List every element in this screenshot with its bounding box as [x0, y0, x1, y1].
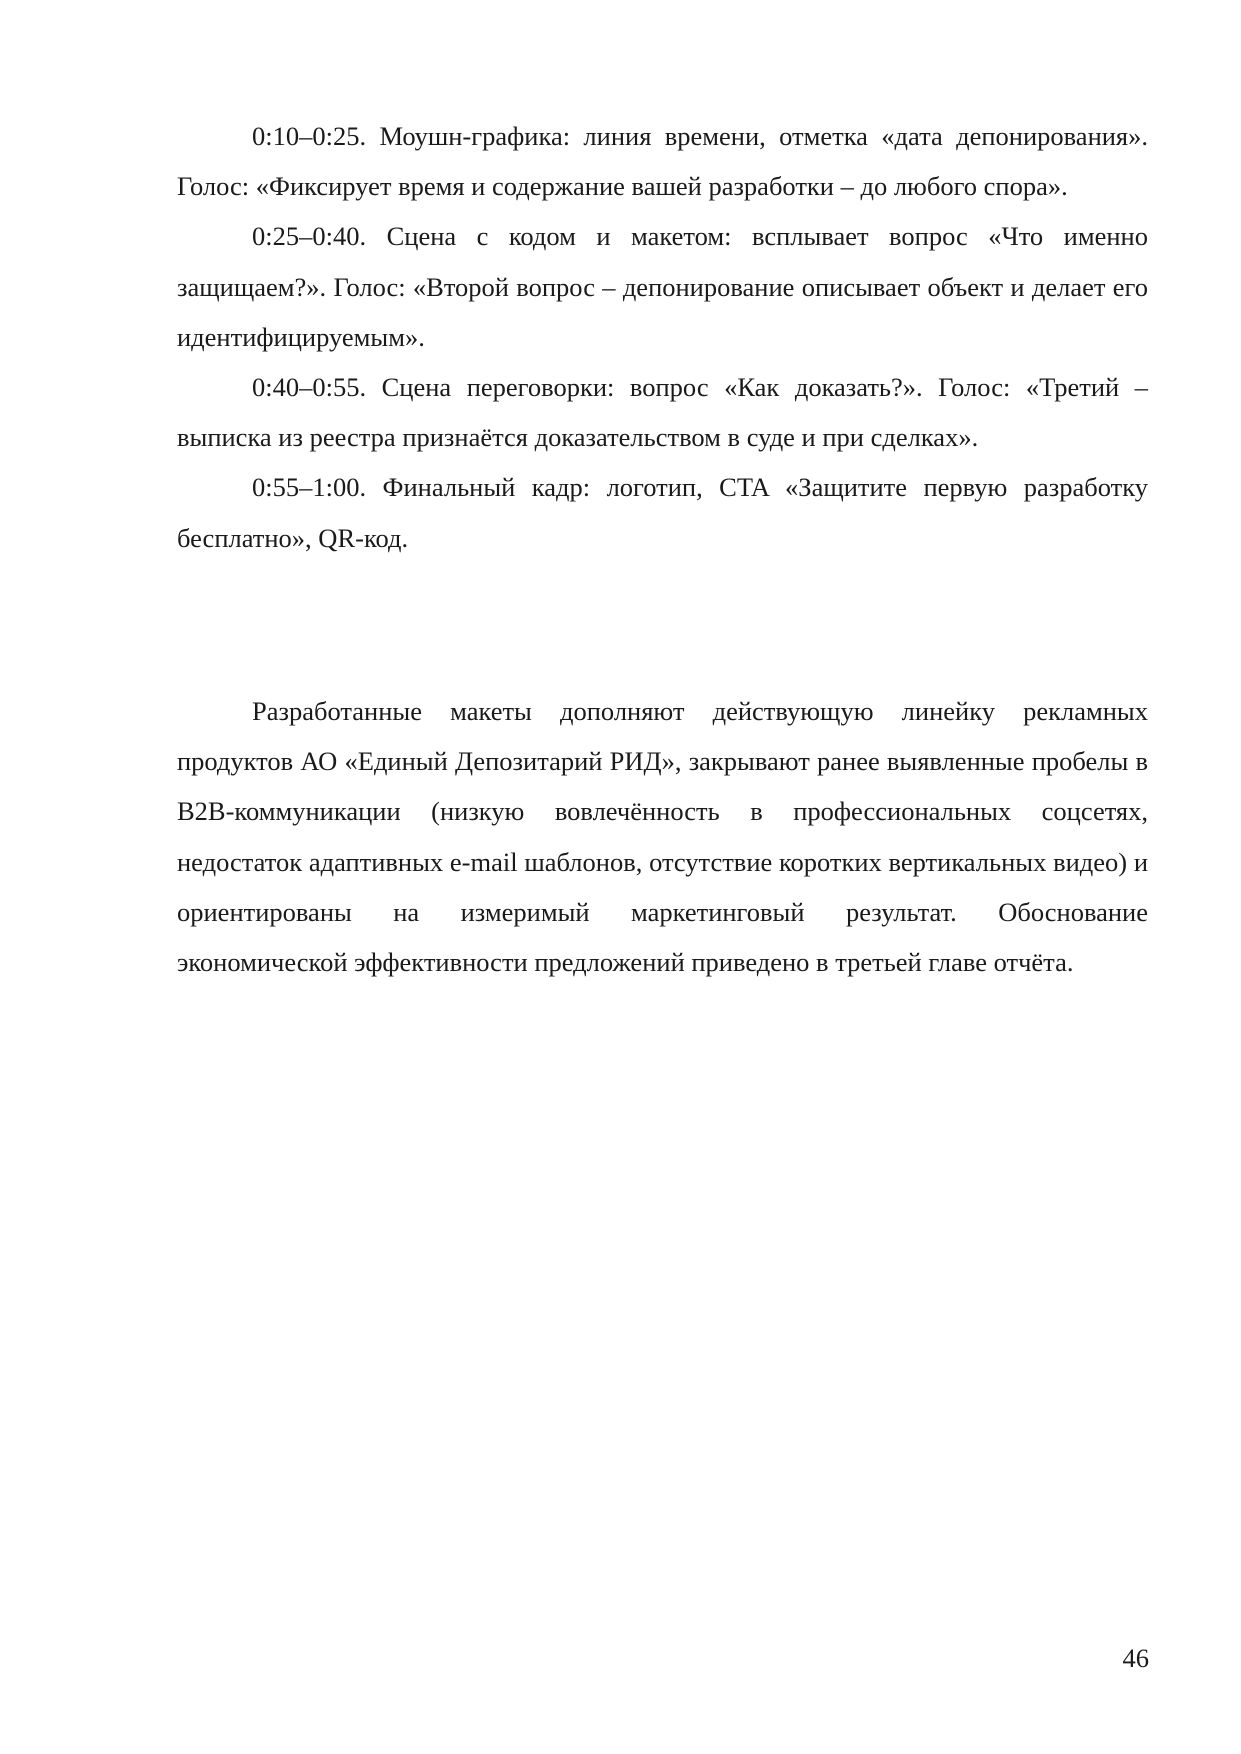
scene-paragraph-3: 0:40–0:55. Сцена переговорки: вопрос «Как доказать?». Голос: «Третий – выписка из реестра признаётся доказательством в суде и при сделках». [177, 372, 1148, 453]
scene-paragraph-2: 0:25–0:40. Сцена с кодом и макетом: всплывает вопрос «Что именно защищаем?». Голос: «Второй вопрос – депонирование описывает объект и делает его идентифицируемым». [177, 221, 1148, 352]
scene-paragraph-4: 0:55–1:00. Финальный кадр: логотип, CTA «Защитите первую разработку бесплатно», QR-код. [177, 472, 1148, 553]
scene-list [177, 111, 1148, 563]
scene-paragraph-1: 0:10–0:25. Моушн-графика: линия времени, отметка «дата депонирования». Голос: «Фиксирует время и содержание вашей разработки – до любого спора». [177, 121, 1148, 202]
page-number: 46 [1122, 1643, 1149, 1673]
summary-paragraph: Разработанные макеты дополняют действующую линейку рекламных продуктов АО «Единый Депозитарий РИД», закрывают ранее выявленные пробелы в B2B-коммуникации (низкую вовлечённость в профессиональных соцсетях, недостаток адаптивных e-mail шаблонов, отсутствие коротких вертикальных видео) и ориентированы на измеримый маркетинговый результат. Обоснование экономической эффективности предложений приведено в третьей главе отчёта. [177, 696, 1148, 978]
summary-section [177, 686, 1148, 987]
